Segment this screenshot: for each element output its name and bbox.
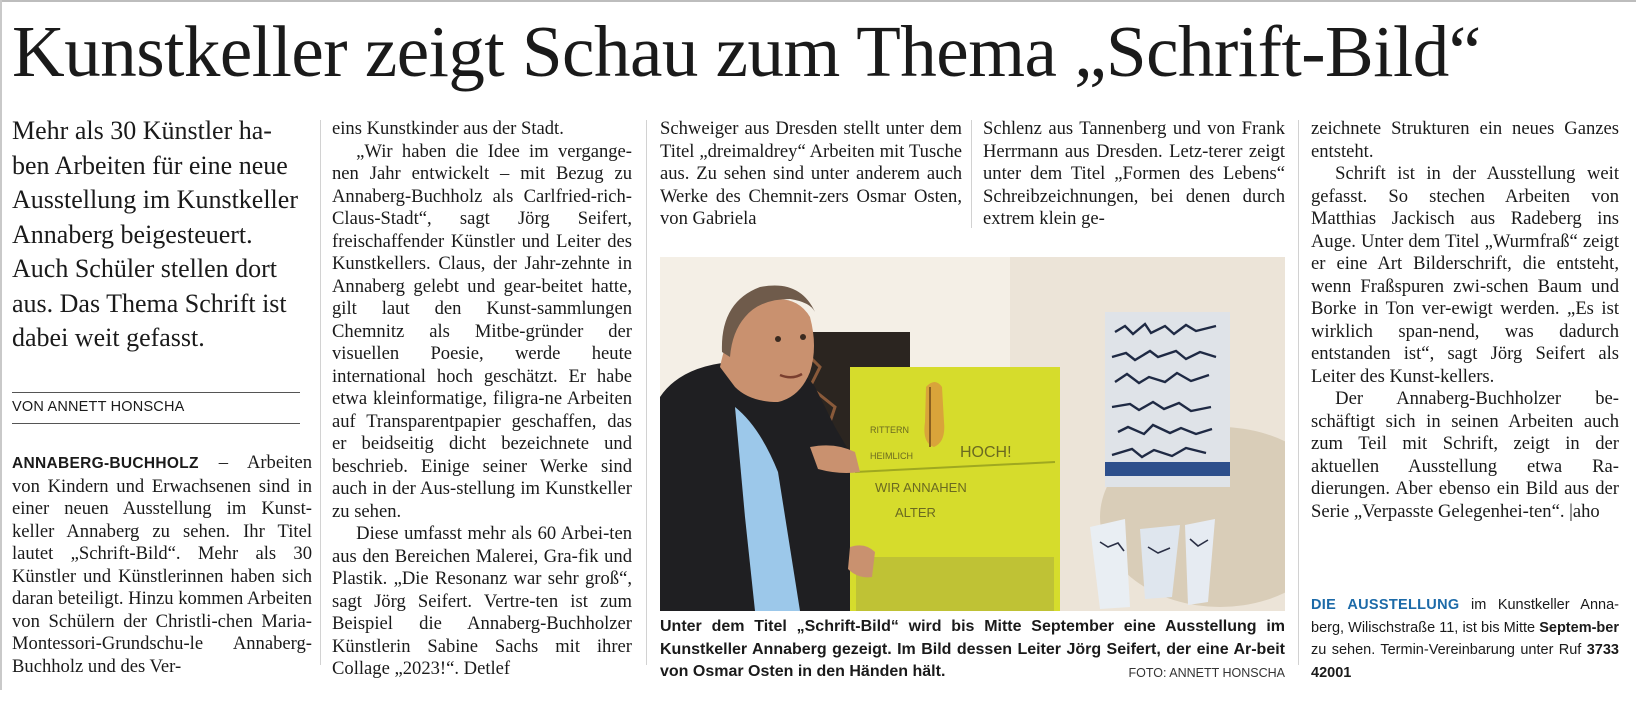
column-1 <box>12 452 312 678</box>
info-box-kicker: DIE AUSSTELLUNG <box>1311 597 1460 613</box>
column-divider <box>971 120 972 228</box>
column-5 <box>1311 118 1619 523</box>
info-box-text-2: zu sehen. Termin-Vereinbarung unter Ruf <box>1311 642 1587 658</box>
byline-rule-top <box>12 392 300 393</box>
byline: VON ANNETT HONSCHA <box>12 399 185 415</box>
info-box-text-1: im Kunstkeller Anna-berg, Wilischstraße 11, ist bis Mitte <box>1311 597 1619 636</box>
dateline: ANNABERG-BUCHHOLZ <box>12 455 199 472</box>
column-divider <box>646 120 647 665</box>
top-border <box>0 0 1636 2</box>
photo-caption: Unter dem Titel „Schrift-Bild“ wird bis Mitte September eine Ausstellung im Kunstkeller Annaberg gezeigt. Im Bild dessen Leiter Jörg Seifert, der eine Ar-beit von Osmar Osten in den Händen hält. <box>660 618 1285 680</box>
lead-paragraph: Mehr als 30 Künstler ha-ben Arbeiten für eine neue Ausstellung im Kunstkeller Annaberg beigesteuert. Auch Schüler stellen dort aus. Das Thema Schrift ist dabei weit gefasst. <box>12 116 298 352</box>
painting-text-3: ALTER <box>895 505 936 520</box>
painting-text-2: WIR ANNAHEN <box>875 480 967 495</box>
photo-credit: FOTO: ANNETT HONSCHA <box>1128 666 1285 680</box>
column-5-paragraph-2: Schrift ist in der Ausstellung weit gefasst. So stechen Arbeiten von Matthias Jackisch aus Radeberg ins Auge. Unter dem Titel „Wurmfraß“ zeigt er eine Art Bilderschrift, die entsteht, wenn Fraßspuren zwi-schen Baum und Borke in Ton ver-ewigt werden. „Es ist wirklich span-nend, was dadurch entstanden ist“, sagt Jörg Seifert als Leiter des Kunst-kellers. <box>1311 163 1619 387</box>
column-5-paragraph-1: zeichnete Strukturen ein neues Ganzes entsteht. <box>1311 118 1619 162</box>
left-border <box>0 0 2 690</box>
column-2-paragraph-2: „Wir haben die Idee im vergange-nen Jahr entwickelt – mit Bezug zu Annaberg-Buchholz als Carlfried-rich-Claus-Stadt“, sagt Jörg Seifert, freischaffender Künstler und Leiter des Kunstkellers. Claus, der Jahr-zehnte in Annaberg gelebt und gear-beitet hatte, gilt laut den Kunst-sammlungen Chemnitz als Mitbe-gründer der visuellen Poesie, werde heute international hoch geschätzt. Er habe etwa kleinformatige, filigra-ne Arbeiten auf Transparentpapier geschaffen, das er beidseitig dicht bezeichnete und beschrieb. Einige seiner Werke sind auch in der Aus-stellung im Kunstkeller zu sehen. <box>332 140 632 522</box>
column-2 <box>332 118 632 681</box>
column-2-paragraph-1: eins Kunstkinder aus der Stadt. <box>332 118 564 139</box>
photo-illustration <box>660 257 1285 611</box>
column-3-paragraph: Schweiger aus Dresden stellt unter dem Titel „dreimaldrey“ Arbeiten mit Tusche aus. Zu sehen sind unter anderem auch Werke des Chemnit-zers Osmar Osten, von Gabriela <box>660 118 962 229</box>
column-4-paragraph: Schlenz aus Tannenberg und von Frank Herrmann aus Dresden. Letz-terer zeigt unter dem Titel „Formen des Lebens“ Schreibzeichnungen, bei denen durch extrem klein ge- <box>983 118 1285 229</box>
column-1-text: – Arbeiten von Kindern und Erwachsenen sind in einer neuen Ausstellung im Kunst-keller Annaberg zu sehen. Ihr Titel lautet „Schrift-Bild“. Mehr als 30 Künstler und Künstlerinnen haben sich daran beteiligt. Hinzu kommen Arbeiten von Schülern der Christli-chen Maria-Montessori-Grundschu-le Annaberg-Buchholz und des Ver- <box>12 452 312 677</box>
column-divider <box>320 120 321 665</box>
column-1-paragraph <box>12 452 312 678</box>
painting-text-1: HOCH! <box>960 444 1012 461</box>
svg-text:RITTERN: RITTERN <box>870 425 909 435</box>
byline-rule-bottom <box>12 423 300 424</box>
info-box <box>1311 594 1619 684</box>
column-4 <box>983 118 1285 231</box>
info-box-phone: 3733 42001 <box>1311 642 1619 681</box>
info-box-date: Septem-ber <box>1539 619 1619 636</box>
column-2-paragraph-3: Diese umfasst mehr als 60 Arbei-ten aus den Bereichen Malerei, Gra-fik und Plastik. „Die Resonanz war sehr groß“, sagt Jörg Seifert. Vertre-ten ist zum Beispiel die Annaberg-Buchholzer Künstlerin Sabine Sachs mit ihrer Collage „2023!“. Detlef <box>332 523 632 679</box>
article-photo <box>660 257 1285 611</box>
svg-text:HEIMLICH: HEIMLICH <box>870 451 914 461</box>
column-divider <box>1298 120 1299 665</box>
headline: Kunstkeller zeigt Schau zum Thema „Schrift-Bild“ <box>12 11 1481 92</box>
column-3 <box>660 118 962 231</box>
column-5-paragraph-3: Der Annaberg-Buchholzer be-schäftigt sich in seinen Arbeiten auch zum Teil mit Schrift, zeigt in der aktuellen Ausstellung etwa Ra-dierungen. Aber ebenso ein Bild aus der Serie „Verpasste Gelegenhei-ten“. |aho <box>1311 388 1619 522</box>
